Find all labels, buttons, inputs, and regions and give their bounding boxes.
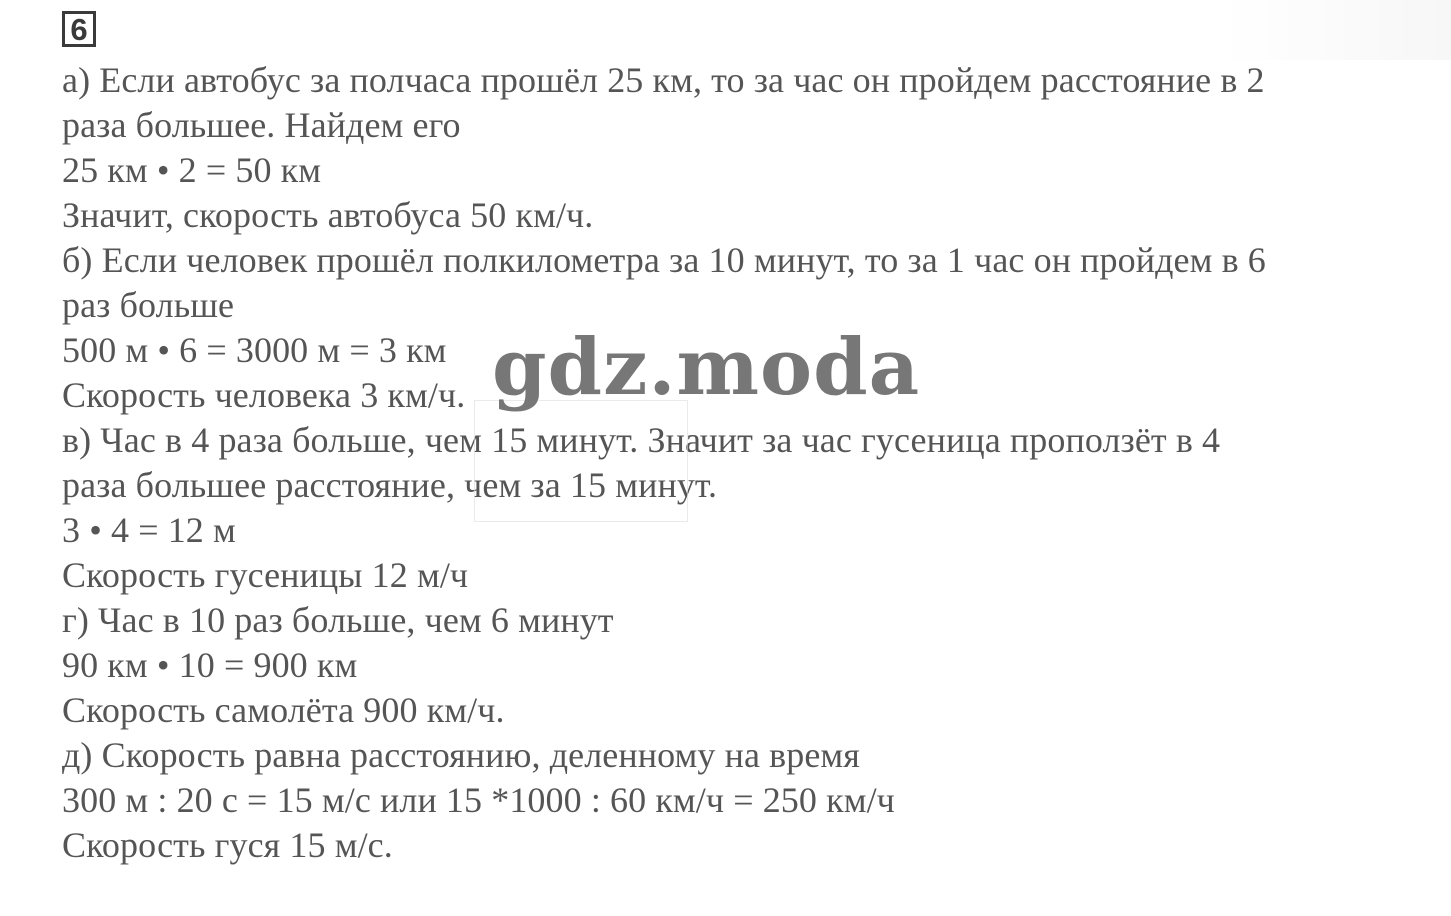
solution-line: Скорость гусеницы 12 м/ч xyxy=(62,555,469,595)
solution-line: Скорость самолёта 900 км/ч. xyxy=(62,690,505,730)
solution-line: 500 м • 6 = 3000 м = 3 км xyxy=(62,330,447,370)
task-number-badge: 6 xyxy=(62,11,96,47)
solution-line: в) Час в 4 раза больше, чем 15 минут. Значит за час гусеница проползёт в 4 xyxy=(62,420,1221,460)
corner-shade xyxy=(1221,0,1451,60)
solution-line: б) Если человек прошёл полкилометра за 10 минут, то за 1 час он пройдем в 6 xyxy=(62,240,1266,280)
solution-line: Значит, скорость автобуса 50 км/ч. xyxy=(62,195,594,235)
solution-line: а) Если автобус за полчаса прошёл 25 км, то за час он пройдем расстояние в 2 xyxy=(62,60,1265,100)
solution-line: 300 м : 20 с = 15 м/с или 15 *1000 : 60 км/ч = 250 км/ч xyxy=(62,780,895,820)
solution-line: 3 • 4 = 12 м xyxy=(62,510,236,550)
solution-text xyxy=(62,58,1392,868)
solution-line: Скорость человека 3 км/ч. xyxy=(62,375,466,415)
solution-line: 25 км • 2 = 50 км xyxy=(62,150,322,190)
solution-line: г) Час в 10 раз больше, чем 6 минут xyxy=(62,600,614,640)
solution-line: раза большее. Найдем его xyxy=(62,105,461,145)
solution-line: раз больше xyxy=(62,285,235,325)
solution-line: д) Скорость равна расстоянию, деленному на время xyxy=(62,735,860,775)
solution-line: раза большее расстояние, чем за 15 минут. xyxy=(62,465,718,505)
watermark-logo: gdz.moda xyxy=(492,322,921,413)
solution-line: Скорость гуся 15 м/с. xyxy=(62,825,393,865)
solution-line: 90 км • 10 = 900 км xyxy=(62,645,358,685)
